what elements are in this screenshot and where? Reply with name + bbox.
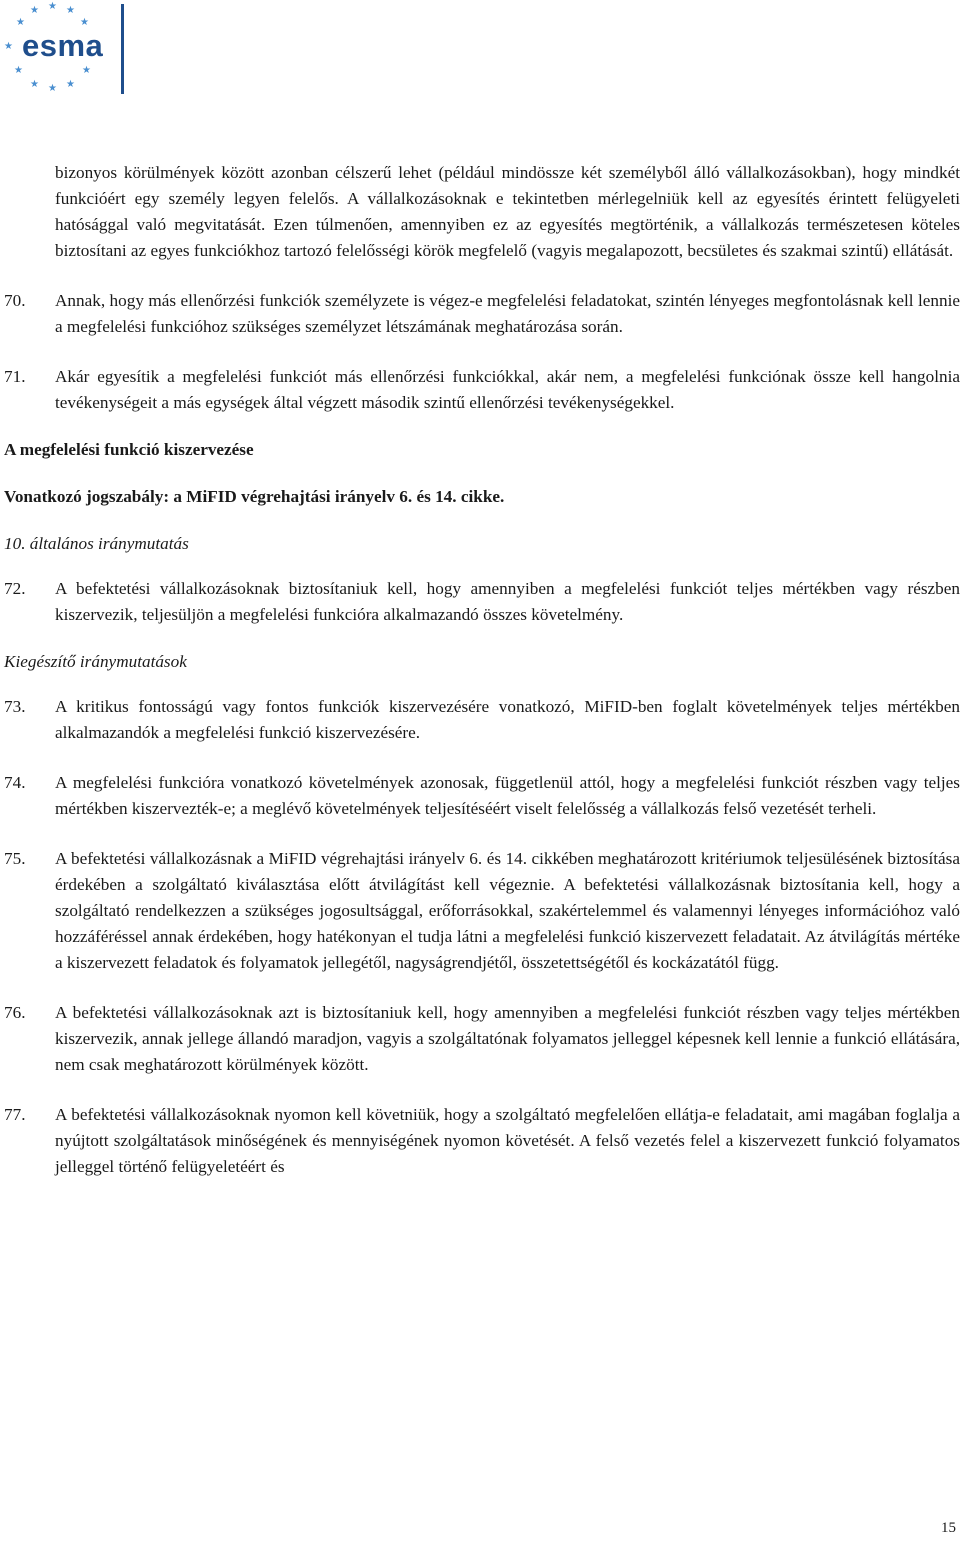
paragraph-group-a [0, 288, 960, 416]
numbered-paragraph [0, 846, 960, 976]
star-icon: ★ [82, 65, 91, 76]
star-icon: ★ [66, 79, 75, 90]
paragraph-number: 75. [4, 849, 26, 868]
legal-reference: Vonatkozó jogszabály: a MiFID végrehajtási irányelv 6. és 14. cikke. [4, 487, 505, 506]
logo-text: esma [22, 28, 104, 63]
star-icon: ★ [30, 79, 39, 90]
numbered-paragraph [0, 288, 960, 340]
paragraph-number: 70. [4, 291, 26, 310]
star-icon: ★ [4, 41, 13, 52]
paragraph-number: 72. [4, 579, 26, 598]
esma-logo [0, 0, 130, 100]
paragraph-text: A befektetési vállalkozásoknak azt is biztosítaniuk kell, hogy amennyiben a megfelelési funkciót részben vagy teljes mértékben kiszervezik, annak jellege állandó maradjon, vagyis a szolgáltatónak folyamatos jelleggel képesnek kell lennie a funkció ellátására, nem csak meghatározott körülmények között. [55, 1003, 960, 1074]
paragraph-number: 73. [4, 697, 26, 716]
numbered-paragraph [0, 694, 960, 746]
numbered-paragraph [0, 1000, 960, 1078]
paragraph-text: A befektetési vállalkozásoknak nyomon kell követniük, hogy a szolgáltató megfelelően ellátja-e feladatait, ami magában foglalja a nyújtott szolgáltatások minőségének és mennyiségének nyomon követését. A felső vezetés felel a kiszervezett funkció folyamatos jelleggel történő felügyeletéért és [55, 1105, 960, 1176]
continuation-paragraph: bizonyos körülmények között azonban célszerű lehet (például mindössze két személyből álló vállalkozásokban), hogy mindkét funkcióért egy személy legyen felelős. A vállalkozásoknak e tekintetben mérlegelniük kell az egyesítés érintett felügyeleti hatósággal való megvitatását. Ezen túlmenően, amennyiben ez az egyesítés megtörténik, a vállalkozás természetesen köteles biztosítani az egyes funkciókhoz tartozó felelősségi körök megfelelő (vagyis megalapozott, becsületes és szakmai szintű) ellátását. [55, 163, 960, 260]
section-title: A megfelelési funkció kiszervezése [4, 440, 254, 459]
paragraph-number: 76. [4, 1003, 26, 1022]
star-icon: ★ [16, 17, 25, 28]
supplementary-guidelines-label: Kiegészítő iránymutatások [4, 652, 187, 671]
paragraph-text: A kritikus fontosságú vagy fontos funkciók kiszervezésére vonatkozó, MiFID-ben foglalt követelmények teljes mértékben alkalmazandók a megfelelési funkció kiszervezésére. [55, 697, 960, 742]
paragraph-number: 74. [4, 773, 26, 792]
star-icon: ★ [48, 1, 57, 12]
star-icon: ★ [80, 17, 89, 28]
logo-divider [121, 4, 124, 94]
document-body [0, 160, 960, 1204]
paragraph-text: Akár egyesítik a megfelelési funkciót más ellenőrzési funkciókkal, akár nem, a megfelelési funkciónak össze kell hangolnia tevékenységeit a más egységek által végzett második szintű ellenőrzési tevékenységekkel. [55, 367, 960, 412]
paragraph-text: A befektetési vállalkozásoknak biztosítaniuk kell, hogy amennyiben a megfelelési funkciót teljes mértékben vagy részben kiszervezik, teljesüljön a megfelelési funkcióra alkalmazandó összes követelmény. [55, 579, 960, 624]
star-icon: ★ [30, 5, 39, 16]
star-icon: ★ [66, 5, 75, 16]
general-guideline-label: 10. általános iránymutatás [4, 534, 189, 553]
star-icon: ★ [48, 83, 57, 94]
star-icon: ★ [14, 65, 23, 76]
numbered-paragraph [0, 576, 960, 628]
page-number: 15 [941, 1520, 956, 1536]
paragraph-text: A megfelelési funkcióra vonatkozó követelmények azonosak, függetlenül attól, hogy a megfelelési funkciót részben vagy teljes mértékben kiszervezték-e; a meglévő követelmények teljesítéséért viselt felelősség a vállalkozás felső vezetését terheli. [55, 773, 960, 818]
paragraph-text: Annak, hogy más ellenőrzési funkciók személyzete is végez-e megfelelési feladatokat, szintén lényeges megfontolásnak kell lennie a megfelelési funkcióhoz szükséges személyzet létszámának meghatározása során. [55, 291, 960, 336]
paragraph-number: 77. [4, 1105, 26, 1124]
paragraph-text: A befektetési vállalkozásnak a MiFID végrehajtási irányelv 6. és 14. cikkében meghatározott kritériumok teljesülésének biztosítása érdekében a szolgáltató kiválasztása előtt átvilágítást kell végeznie. A befektetési vállalkozásnak biztosítania kell, hogy a szolgáltató rendelkezzen a szükséges jogosultsággal, erőforrásokkal, szakértelemmel és valamennyi lényeges információhoz való hozzáféréssel annak érdekében, hogy hatékonyan el tudja látni a megfelelési funkció kiszervezett feladatait. Az átvilágítás mértéke a kiszervezett feladatok és folyamatok jellegétől, nagyságrendjétől, összetettségétől és kockázatától függ. [55, 849, 960, 972]
numbered-paragraph [0, 770, 960, 822]
paragraph-number: 71. [4, 367, 26, 386]
numbered-paragraph [0, 364, 960, 416]
numbered-paragraph [0, 1102, 960, 1180]
